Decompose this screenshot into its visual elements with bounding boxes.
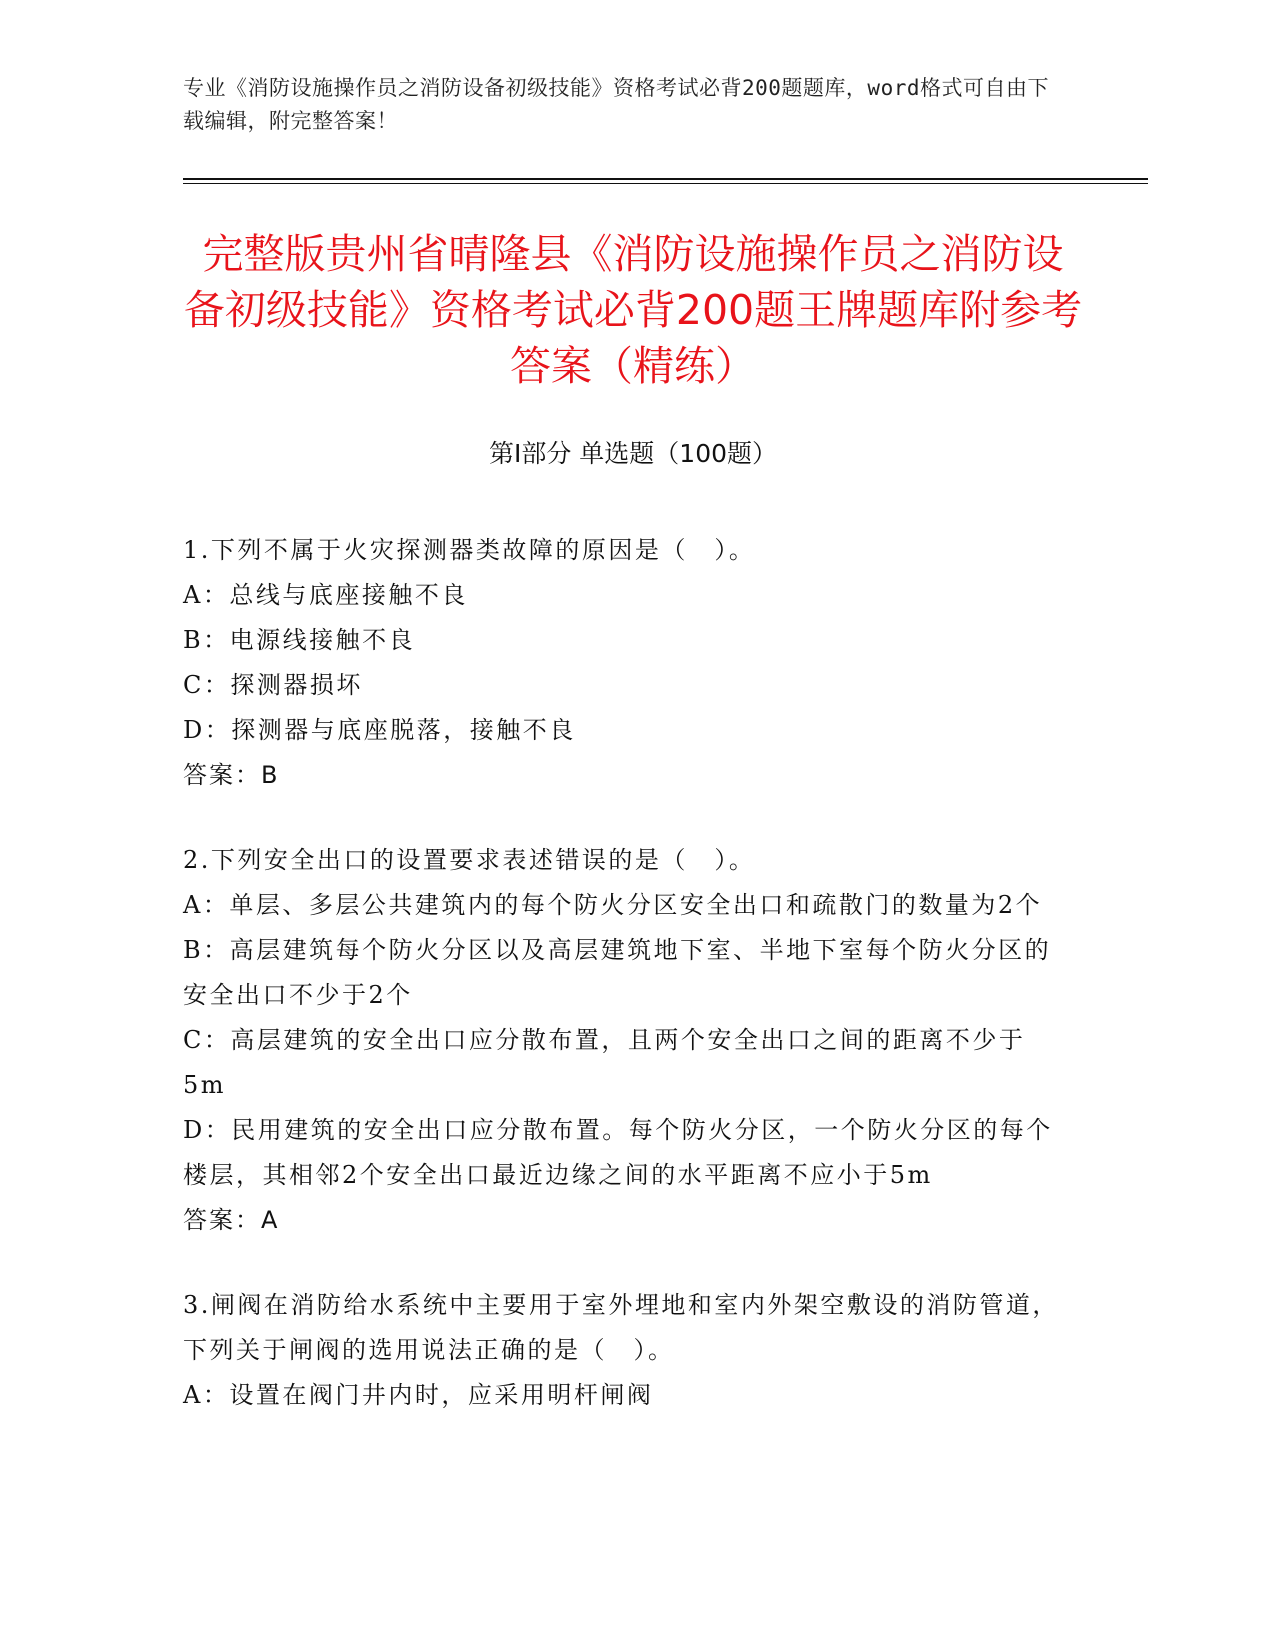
- option-c: C：探测器损坏: [183, 671, 363, 699]
- header-divider-thick: [183, 178, 1148, 180]
- question-stem: 3.闸阀在消防给水系统中主要用于室外埋地和室内外架空敷设的消防管道，下列关于闸阀的选用说法正确的是（ ）。: [183, 1291, 1059, 1364]
- option-a: A：总线与底座接触不良: [183, 581, 468, 609]
- option-a: A：单层、多层公共建筑内的每个防火分区安全出口和疏散门的数量为2个: [183, 891, 1043, 919]
- header-divider-thin: [183, 183, 1148, 184]
- question-1: [183, 528, 1063, 798]
- question-list: [183, 528, 1063, 1458]
- question-2: [183, 838, 1063, 1243]
- question-stem: 1.下列不属于火灾探测器类故障的原因是（ ）。: [183, 536, 756, 564]
- question-3: [183, 1283, 1063, 1418]
- section-title: 第Ⅰ部分 单选题（100题）: [488, 439, 778, 468]
- answer-line: [183, 753, 1063, 798]
- answer-label: 答案：: [183, 1206, 261, 1234]
- answer-value: B: [261, 761, 278, 789]
- answer-value: A: [261, 1206, 278, 1234]
- option-d: D：探测器与底座脱落，接触不良: [183, 716, 576, 744]
- answer-line: [183, 1198, 1063, 1243]
- answer-label: 答案：: [183, 761, 261, 789]
- header-note: 专业《消防设施操作员之消防设备初级技能》资格考试必背200题题库，word格式可自由下载编辑，附完整答案！: [183, 76, 1049, 133]
- option-b: B：电源线接触不良: [183, 626, 416, 654]
- question-stem: 2.下列安全出口的设置要求表述错误的是（ ）。: [183, 846, 756, 874]
- option-b: B：高层建筑每个防火分区以及高层建筑地下室、半地下室每个防火分区的安全出口不少于2个: [183, 936, 1052, 1009]
- option-a: A：设置在阀门井内时，应采用明杆闸阀: [183, 1381, 654, 1409]
- option-d: D：民用建筑的安全出口应分散布置。每个防火分区，一个防火分区的每个楼层，其相邻2个安全出口最近边缘之间的水平距离不应小于5m: [183, 1116, 1053, 1189]
- option-c: C：高层建筑的安全出口应分散布置，且两个安全出口之间的距离不少于5m: [183, 1026, 1026, 1099]
- document-title: 完整版贵州省晴隆县《消防设施操作员之消防设备初级技能》资格考试必背200题王牌题库附参考答案（精练）: [183, 230, 1083, 390]
